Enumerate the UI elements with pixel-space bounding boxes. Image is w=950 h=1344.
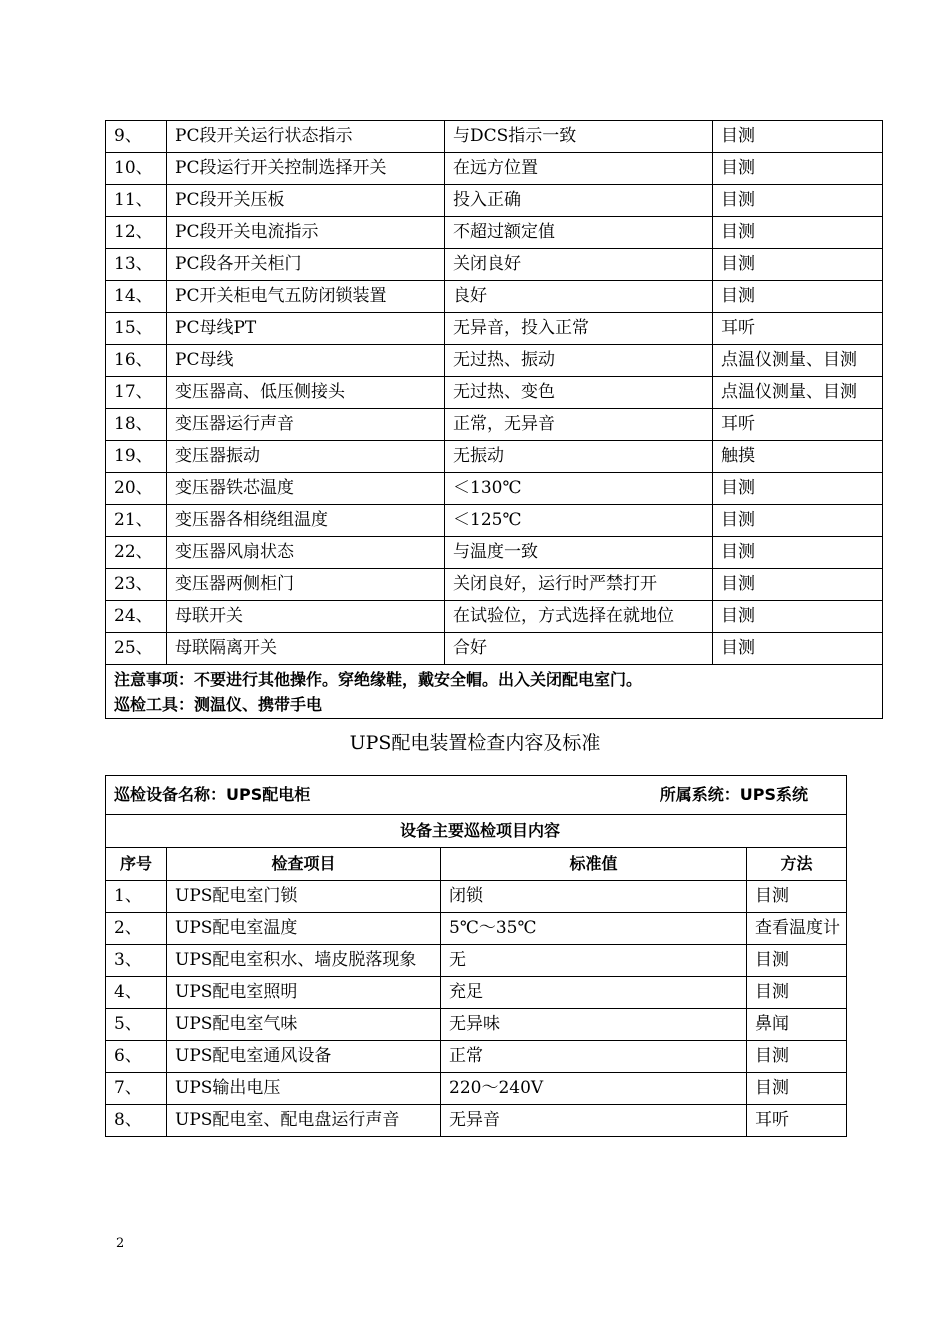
cell-standard: 闭锁 [441, 881, 747, 913]
cell-item: 变压器各相绕组温度 [167, 505, 445, 537]
cell-no: 24、 [106, 601, 167, 633]
table-row [106, 153, 883, 185]
table-row [106, 249, 883, 281]
cell-item: UPS配电室通风设备 [167, 1041, 441, 1073]
cell-method: 目测 [713, 153, 883, 185]
cell-method: 目测 [713, 121, 883, 153]
device-header-row [106, 776, 847, 815]
table-row [106, 1009, 847, 1041]
cell-method: 目测 [713, 185, 883, 217]
table-row [106, 1073, 847, 1105]
table-row [106, 505, 883, 537]
table-row [106, 281, 883, 313]
cell-standard: 无振动 [445, 441, 713, 473]
cell-standard: 与温度一致 [445, 537, 713, 569]
col-header-method: 方法 [747, 848, 847, 881]
cell-item: 变压器高、低压侧接头 [167, 377, 445, 409]
table-row [106, 441, 883, 473]
cell-item: PC段开关压板 [167, 185, 445, 217]
cell-method: 目测 [713, 537, 883, 569]
table-row [106, 409, 883, 441]
cell-no: 19、 [106, 441, 167, 473]
cell-standard: 在远方位置 [445, 153, 713, 185]
cell-no: 18、 [106, 409, 167, 441]
cell-item: UPS配电室门锁 [167, 881, 441, 913]
cell-no: 21、 [106, 505, 167, 537]
cell-method: 目测 [713, 569, 883, 601]
cell-item: UPS配电室温度 [167, 913, 441, 945]
subheader-cell: 设备主要巡检项目内容 [106, 815, 847, 848]
cell-no: 14、 [106, 281, 167, 313]
table-row [106, 1105, 847, 1137]
table-row [106, 945, 847, 977]
table-row [106, 1041, 847, 1073]
cell-standard: 无过热、振动 [445, 345, 713, 377]
cell-no: 23、 [106, 569, 167, 601]
cell-standard: 关闭良好 [445, 249, 713, 281]
cell-no: 4、 [106, 977, 167, 1009]
column-header-row [106, 848, 847, 881]
cell-item: UPS输出电压 [167, 1073, 441, 1105]
inspection-table-pc [105, 120, 883, 719]
cell-method: 耳听 [747, 1105, 847, 1137]
table-row [106, 569, 883, 601]
cell-method: 目测 [713, 473, 883, 505]
note-row [106, 665, 883, 719]
cell-item: 变压器振动 [167, 441, 445, 473]
cell-method: 目测 [713, 633, 883, 665]
cell-item: UPS配电室气味 [167, 1009, 441, 1041]
cell-standard: 无异音，投入正常 [445, 313, 713, 345]
cell-standard: 关闭良好，运行时严禁打开 [445, 569, 713, 601]
cell-standard: 与DCS指示一致 [445, 121, 713, 153]
cell-no: 3、 [106, 945, 167, 977]
cell-method: 点温仪测量、目测 [713, 377, 883, 409]
cell-item: PC段各开关柜门 [167, 249, 445, 281]
cell-method: 鼻闻 [747, 1009, 847, 1041]
cell-no: 25、 [106, 633, 167, 665]
inspection-table-pc-body [106, 121, 883, 665]
cell-method: 触摸 [713, 441, 883, 473]
table-row [106, 121, 883, 153]
cell-item: 变压器两侧柜门 [167, 569, 445, 601]
cell-item: 变压器运行声音 [167, 409, 445, 441]
cell-no: 11、 [106, 185, 167, 217]
cell-standard: 不超过额定值 [445, 217, 713, 249]
cell-method: 点温仪测量、目测 [713, 345, 883, 377]
cell-method: 目测 [747, 1041, 847, 1073]
cell-no: 16、 [106, 345, 167, 377]
col-header-item: 检查项目 [167, 848, 441, 881]
cell-method: 目测 [747, 1073, 847, 1105]
cell-no: 8、 [106, 1105, 167, 1137]
cell-standard: 无异音 [441, 1105, 747, 1137]
cell-method: 目测 [713, 217, 883, 249]
cell-item: 母联开关 [167, 601, 445, 633]
cell-no: 7、 [106, 1073, 167, 1105]
cell-no: 2、 [106, 913, 167, 945]
table-row [106, 977, 847, 1009]
subheader-row [106, 815, 847, 848]
table-row [106, 537, 883, 569]
cell-standard: 充足 [441, 977, 747, 1009]
table-row [106, 633, 883, 665]
col-header-standard: 标准值 [441, 848, 747, 881]
precautions-text: 注意事项：不要进行其他操作。穿绝缘鞋，戴安全帽。出入关闭配电室门。 [114, 670, 643, 689]
cell-no: 6、 [106, 1041, 167, 1073]
device-name: 巡检设备名称：UPS配电柜 [114, 785, 311, 804]
cell-no: 12、 [106, 217, 167, 249]
table-row [106, 913, 847, 945]
cell-method: 目测 [747, 945, 847, 977]
system-name: 所属系统：UPS系统 [659, 785, 808, 804]
cell-item: UPS配电室积水、墙皮脱落现象 [167, 945, 441, 977]
cell-standard: 正常 [441, 1041, 747, 1073]
table-row [106, 313, 883, 345]
cell-item: 变压器风扇状态 [167, 537, 445, 569]
table-row [106, 185, 883, 217]
cell-standard: 正常，无异音 [445, 409, 713, 441]
cell-no: 20、 [106, 473, 167, 505]
cell-no: 1、 [106, 881, 167, 913]
inspection-table-ups-body [106, 881, 847, 1137]
cell-item: PC开关柜电气五防闭锁装置 [167, 281, 445, 313]
cell-item: UPS配电室照明 [167, 977, 441, 1009]
tools-text: 巡检工具：测温仪、携带手电 [114, 695, 323, 714]
cell-item: PC段运行开关控制选择开关 [167, 153, 445, 185]
cell-item: PC母线PT [167, 313, 445, 345]
cell-method: 目测 [713, 601, 883, 633]
cell-method: 耳听 [713, 409, 883, 441]
cell-standard: 无过热、变色 [445, 377, 713, 409]
cell-standard: 在试验位，方式选择在就地位 [445, 601, 713, 633]
cell-no: 5、 [106, 1009, 167, 1041]
table-row [106, 881, 847, 913]
table-row [106, 377, 883, 409]
cell-method: 查看温度计 [747, 913, 847, 945]
cell-standard: 无异味 [441, 1009, 747, 1041]
cell-item: UPS配电室、配电盘运行声音 [167, 1105, 441, 1137]
cell-method: 耳听 [713, 313, 883, 345]
cell-method: 目测 [747, 977, 847, 1009]
cell-item: PC段开关运行状态指示 [167, 121, 445, 153]
col-header-no: 序号 [106, 848, 167, 881]
cell-method: 目测 [713, 505, 883, 537]
cell-standard: 无 [441, 945, 747, 977]
cell-item: PC母线 [167, 345, 445, 377]
cell-standard: 5℃～35℃ [441, 913, 747, 945]
cell-no: 15、 [106, 313, 167, 345]
cell-no: 13、 [106, 249, 167, 281]
section-title: UPS配电装置检查内容及标准 [349, 732, 601, 754]
page-number: 2 [116, 1236, 125, 1251]
table-row [106, 601, 883, 633]
cell-item: 变压器铁芯温度 [167, 473, 445, 505]
cell-standard: ＜130℃ [445, 473, 713, 505]
cell-item: 母联隔离开关 [167, 633, 445, 665]
cell-standard: 220～240V [441, 1073, 747, 1105]
note-cell [106, 665, 883, 719]
cell-item: PC段开关电流指示 [167, 217, 445, 249]
cell-standard: 合好 [445, 633, 713, 665]
cell-method: 目测 [713, 281, 883, 313]
cell-no: 17、 [106, 377, 167, 409]
table-row [106, 345, 883, 377]
cell-standard: ＜125℃ [445, 505, 713, 537]
cell-method: 目测 [713, 249, 883, 281]
cell-method: 目测 [747, 881, 847, 913]
cell-no: 10、 [106, 153, 167, 185]
cell-standard: 投入正确 [445, 185, 713, 217]
table-row [106, 217, 883, 249]
cell-no: 9、 [106, 121, 167, 153]
table-row [106, 473, 883, 505]
device-header-cell [106, 776, 847, 815]
cell-standard: 良好 [445, 281, 713, 313]
inspection-table-ups [105, 775, 847, 1137]
cell-no: 22、 [106, 537, 167, 569]
